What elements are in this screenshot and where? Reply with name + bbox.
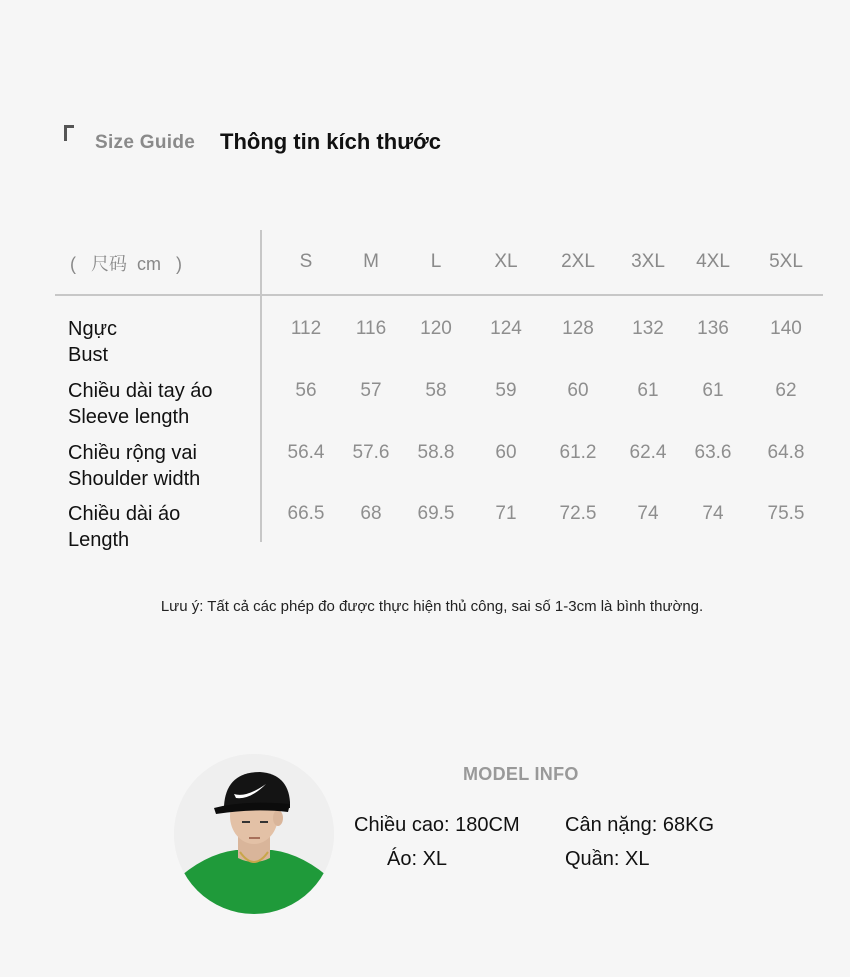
row-label-en: Shoulder width: [68, 468, 201, 490]
row-label-vi: Chiều dài áo: [68, 503, 181, 525]
table-cell: 57.6: [352, 442, 390, 463]
size-header: 3XL: [631, 251, 665, 272]
table-vertical-divider: [260, 230, 262, 542]
table-cell: 66.5: [287, 503, 325, 524]
size-header: 2XL: [561, 251, 595, 272]
table-cell: 63.6: [694, 442, 732, 463]
model-top-size: Áo: XL: [387, 848, 448, 870]
unit-label: ( 尺码 cm ): [70, 254, 182, 274]
table-cell: 58.8: [417, 442, 455, 463]
table-cell: 69.5: [417, 503, 455, 524]
model-height: Chiều cao: 180CM: [354, 814, 520, 836]
model-photo-illustration: [174, 754, 334, 914]
table-cell: 74: [702, 503, 724, 524]
table-cell: 58: [425, 380, 447, 401]
row-label-en: Bust: [68, 344, 109, 366]
table-cell: 60: [495, 442, 517, 463]
corner-bracket-icon: [64, 125, 74, 141]
table-header-divider: [55, 294, 823, 296]
row-label-vi: Ngực: [68, 318, 117, 340]
row-label-vi: Chiều dài tay áo: [68, 380, 213, 402]
size-guide-title-en: Size Guide: [95, 132, 196, 153]
table-cell: 74: [637, 503, 659, 524]
row-label-en: Length: [68, 529, 130, 551]
table-cell: 56.4: [287, 442, 325, 463]
table-cell: 116: [355, 318, 387, 339]
size-header: 5XL: [769, 251, 803, 272]
table-cell: 62.4: [629, 442, 667, 463]
model-pants-size: Quần: XL: [565, 848, 650, 870]
table-cell: 132: [632, 318, 664, 339]
table-cell: 71: [495, 503, 517, 524]
row-label-bust: [68, 316, 117, 368]
table-cell: 61: [702, 380, 724, 401]
table-cell: 72.5: [559, 503, 597, 524]
row-label-en: Sleeve length: [68, 406, 190, 428]
row-label-sleeve-length: [68, 378, 213, 430]
model-info-title: MODEL INFO: [463, 764, 579, 784]
model-avatar: [174, 754, 334, 914]
table-cell: 140: [770, 318, 802, 339]
table-cell: 64.8: [767, 442, 805, 463]
measurement-note: Lưu ý: Tất cả các phép đo được thực hiện thủ công, sai số 1-3cm là bình thường.: [160, 598, 704, 615]
table-cell: 61: [637, 380, 659, 401]
table-cell: 56: [295, 380, 317, 401]
row-label-shoulder-width: [68, 440, 200, 492]
table-cell: 61.2: [559, 442, 597, 463]
table-cell: 124: [490, 318, 522, 339]
table-cell: 60: [567, 380, 589, 401]
table-cell: 136: [697, 318, 729, 339]
size-header: XL: [494, 251, 518, 272]
model-weight: Cân nặng: 68KG: [565, 814, 714, 836]
row-label-length: [68, 501, 180, 553]
table-cell: 128: [562, 318, 594, 339]
table-cell: 68: [360, 503, 382, 524]
row-label-vi: Chiều rộng vai: [68, 442, 197, 464]
table-cell: 62: [775, 380, 797, 401]
size-header: M: [363, 251, 379, 272]
table-cell: 59: [495, 380, 517, 401]
size-header: S: [299, 251, 313, 272]
table-cell: 57: [360, 380, 382, 401]
size-header: 4XL: [696, 251, 730, 272]
table-cell: 75.5: [767, 503, 805, 524]
size-header: L: [430, 251, 442, 272]
size-guide-title-vi: Thông tin kích thước: [220, 129, 441, 154]
table-cell: 120: [420, 318, 452, 339]
table-cell: 112: [290, 318, 322, 339]
